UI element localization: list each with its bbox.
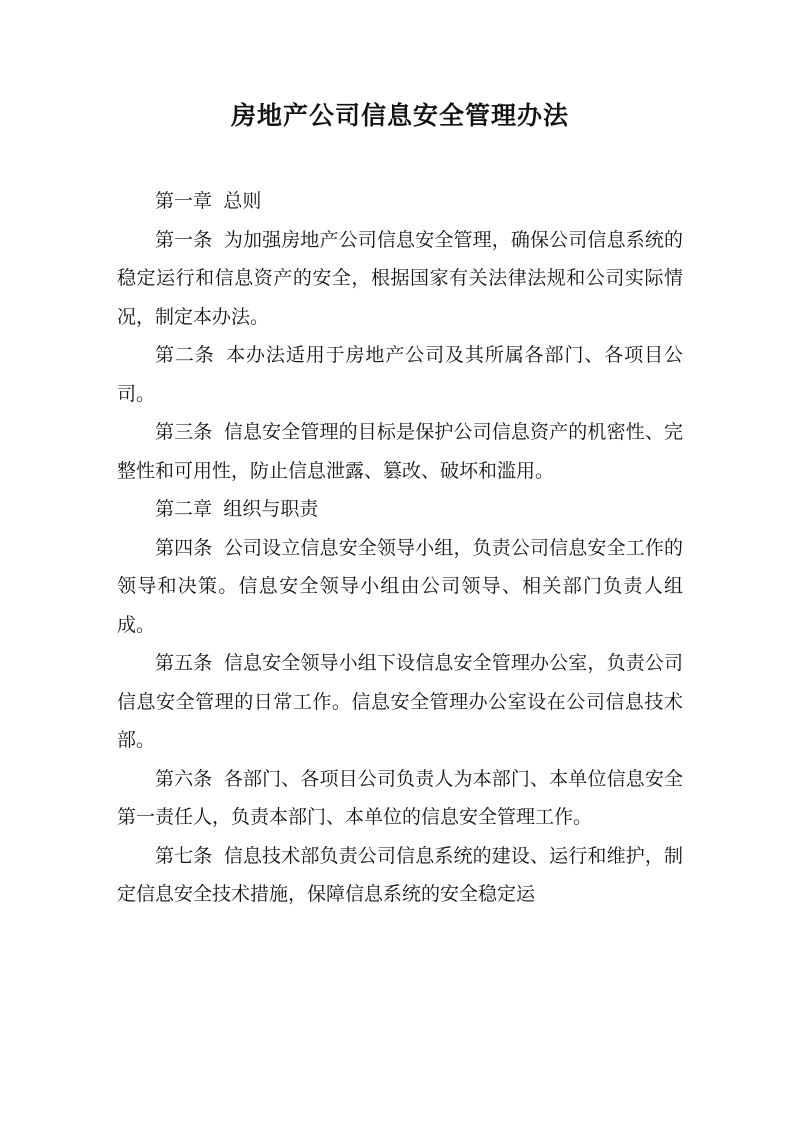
article-text: 信息技术部负责公司信息系统的建设、运行和维护，制定信息安全技术措施，保障信息系统的安全稳定运 — [117, 844, 683, 905]
article-number: 第五条 — [155, 652, 213, 674]
article-paragraph — [117, 221, 683, 337]
article-paragraph — [117, 644, 683, 760]
document-body — [117, 182, 683, 914]
article-paragraph — [117, 413, 683, 490]
chapter-number: 第一章 — [155, 190, 213, 212]
chapter-number: 第二章 — [155, 498, 213, 520]
chapter-title: 总则 — [223, 190, 262, 212]
article-text: 本办法适用于房地产公司及其所属各部门、各项目公司。 — [117, 344, 683, 405]
article-paragraph — [117, 529, 683, 645]
article-number: 第七条 — [155, 844, 213, 867]
article-text: 信息安全管理的目标是保护公司信息资产的机密性、完整性和可用性，防止信息泄露、篡改、破坏和滥用。 — [117, 421, 683, 482]
article-number: 第一条 — [155, 228, 213, 251]
article-text: 公司设立信息安全领导小组，负责公司信息安全工作的领导和决策。信息安全领导小组由公司领导、相关部门负责人组成。 — [117, 536, 683, 636]
article-number: 第四条 — [155, 536, 213, 559]
article-number: 第三条 — [155, 421, 213, 443]
article-text: 为加强房地产公司信息安全管理，确保公司信息系统的稳定运行和信息资产的安全，根据国家有关法律法规和公司实际情况，制定本办法。 — [117, 228, 683, 328]
article-paragraph — [117, 760, 683, 837]
chapter-heading — [117, 490, 683, 529]
article-paragraph — [117, 336, 683, 413]
document-title: 房地产公司信息安全管理办法 — [230, 101, 569, 130]
article-number: 第二条 — [155, 344, 215, 366]
chapter-title: 组织与职责 — [223, 498, 319, 520]
chapter-heading — [117, 182, 683, 221]
article-text: 信息安全领导小组下设信息安全管理办公室，负责公司信息安全管理的日常工作。信息安全管理办公室设在公司信息技术部。 — [117, 652, 683, 751]
article-number: 第六条 — [155, 767, 213, 790]
article-text: 各部门、各项目公司负责人为本部门、本单位信息安全第一责任人，负责本部门、本单位的信息安全管理工作。 — [117, 767, 683, 828]
article-paragraph — [117, 837, 683, 914]
